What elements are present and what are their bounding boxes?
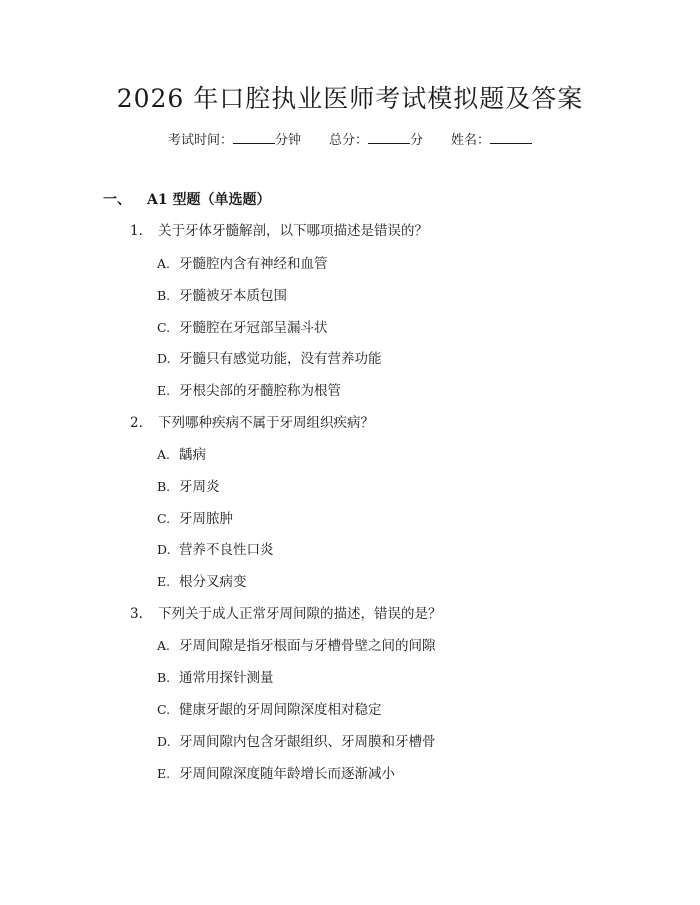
option-text: 龋病 <box>179 447 206 463</box>
option-letter: E. <box>157 766 171 781</box>
option-text: 营养不良性口炎 <box>179 542 274 558</box>
exam-time-label: 考试时间： <box>167 133 233 148</box>
name-label: 姓名： <box>451 133 491 148</box>
question-1-option-c <box>157 318 328 338</box>
document-title: 2026 年口腔执业医师考试模拟题及答案 <box>116 84 584 113</box>
option-text: 牙髓腔在牙冠部呈漏斗状 <box>179 320 328 336</box>
question-3-option-e <box>157 764 395 784</box>
option-text: 牙周脓肿 <box>179 511 233 527</box>
option-text: 牙周间隙是指牙根面与牙槽骨壁之间的间隙 <box>179 638 436 654</box>
question-text: 关于牙体牙髓解剖，以下哪项描述是错误的？ <box>158 223 428 239</box>
exam-time-unit: 分钟 <box>274 133 301 148</box>
section-title: A1 型题（单选题） <box>147 192 271 208</box>
question-1-option-b <box>157 286 287 306</box>
question-3 <box>130 604 442 624</box>
question-number: 3. <box>130 606 143 622</box>
total-score-unit: 分 <box>410 133 424 148</box>
option-text: 牙髓被牙本质包围 <box>179 288 287 304</box>
option-letter: E. <box>157 574 171 589</box>
question-text: 下列关于成人正常牙周间隙的描述，错误的是？ <box>158 606 442 622</box>
option-letter: B. <box>157 670 171 685</box>
section-number: 一、 <box>103 192 131 208</box>
total-score-label: 总分： <box>328 133 368 148</box>
option-text: 通常用探针测量 <box>179 670 274 686</box>
question-1-option-a <box>157 254 328 274</box>
question-3-option-a <box>157 636 436 656</box>
name-blank <box>490 131 532 144</box>
option-letter: E. <box>157 383 171 398</box>
option-letter: C. <box>157 320 171 335</box>
question-1 <box>130 221 428 241</box>
option-text: 牙周间隙内包含牙龈组织、牙周膜和牙槽骨 <box>179 734 436 750</box>
question-2-option-e <box>157 572 247 592</box>
question-text: 下列哪种疾病不属于牙周组织疾病？ <box>158 415 374 431</box>
question-3-option-c <box>157 700 382 720</box>
total-score-field <box>329 131 423 151</box>
option-letter: D. <box>157 351 171 366</box>
question-2 <box>130 413 374 433</box>
question-2-option-c <box>157 509 233 529</box>
option-text: 牙周间隙深度随年龄增长而逐渐减小 <box>179 766 395 782</box>
section-heading <box>103 189 270 211</box>
question-2-option-b <box>157 477 220 497</box>
option-letter: A. <box>157 256 171 271</box>
exam-time-field <box>168 131 301 151</box>
option-letter: A. <box>157 638 171 653</box>
option-letter: C. <box>157 511 171 526</box>
exam-info-line <box>0 131 700 151</box>
name-field <box>451 131 532 151</box>
option-text: 牙根尖部的牙髓腔称为根管 <box>179 383 341 399</box>
option-letter: D. <box>157 734 171 749</box>
question-2-option-a <box>157 445 206 465</box>
option-text: 牙髓腔内含有神经和血管 <box>179 256 328 272</box>
option-text: 牙周炎 <box>179 479 220 495</box>
question-1-option-d <box>157 349 382 369</box>
question-number: 2. <box>130 415 143 431</box>
option-text: 健康牙龈的牙周间隙深度相对稳定 <box>179 702 382 718</box>
option-letter: B. <box>157 479 171 494</box>
question-1-option-e <box>157 381 341 401</box>
option-text: 根分叉病变 <box>179 574 247 590</box>
option-letter: D. <box>157 542 171 557</box>
question-number: 1. <box>130 223 143 239</box>
option-letter: A. <box>157 447 171 462</box>
question-2-option-d <box>157 540 274 560</box>
exam-time-blank <box>233 131 275 144</box>
option-letter: B. <box>157 288 171 303</box>
option-letter: C. <box>157 702 171 717</box>
question-3-option-d <box>157 732 436 752</box>
question-3-option-b <box>157 668 274 688</box>
total-score-blank <box>368 131 410 144</box>
option-text: 牙髓只有感觉功能，没有营养功能 <box>179 351 382 367</box>
